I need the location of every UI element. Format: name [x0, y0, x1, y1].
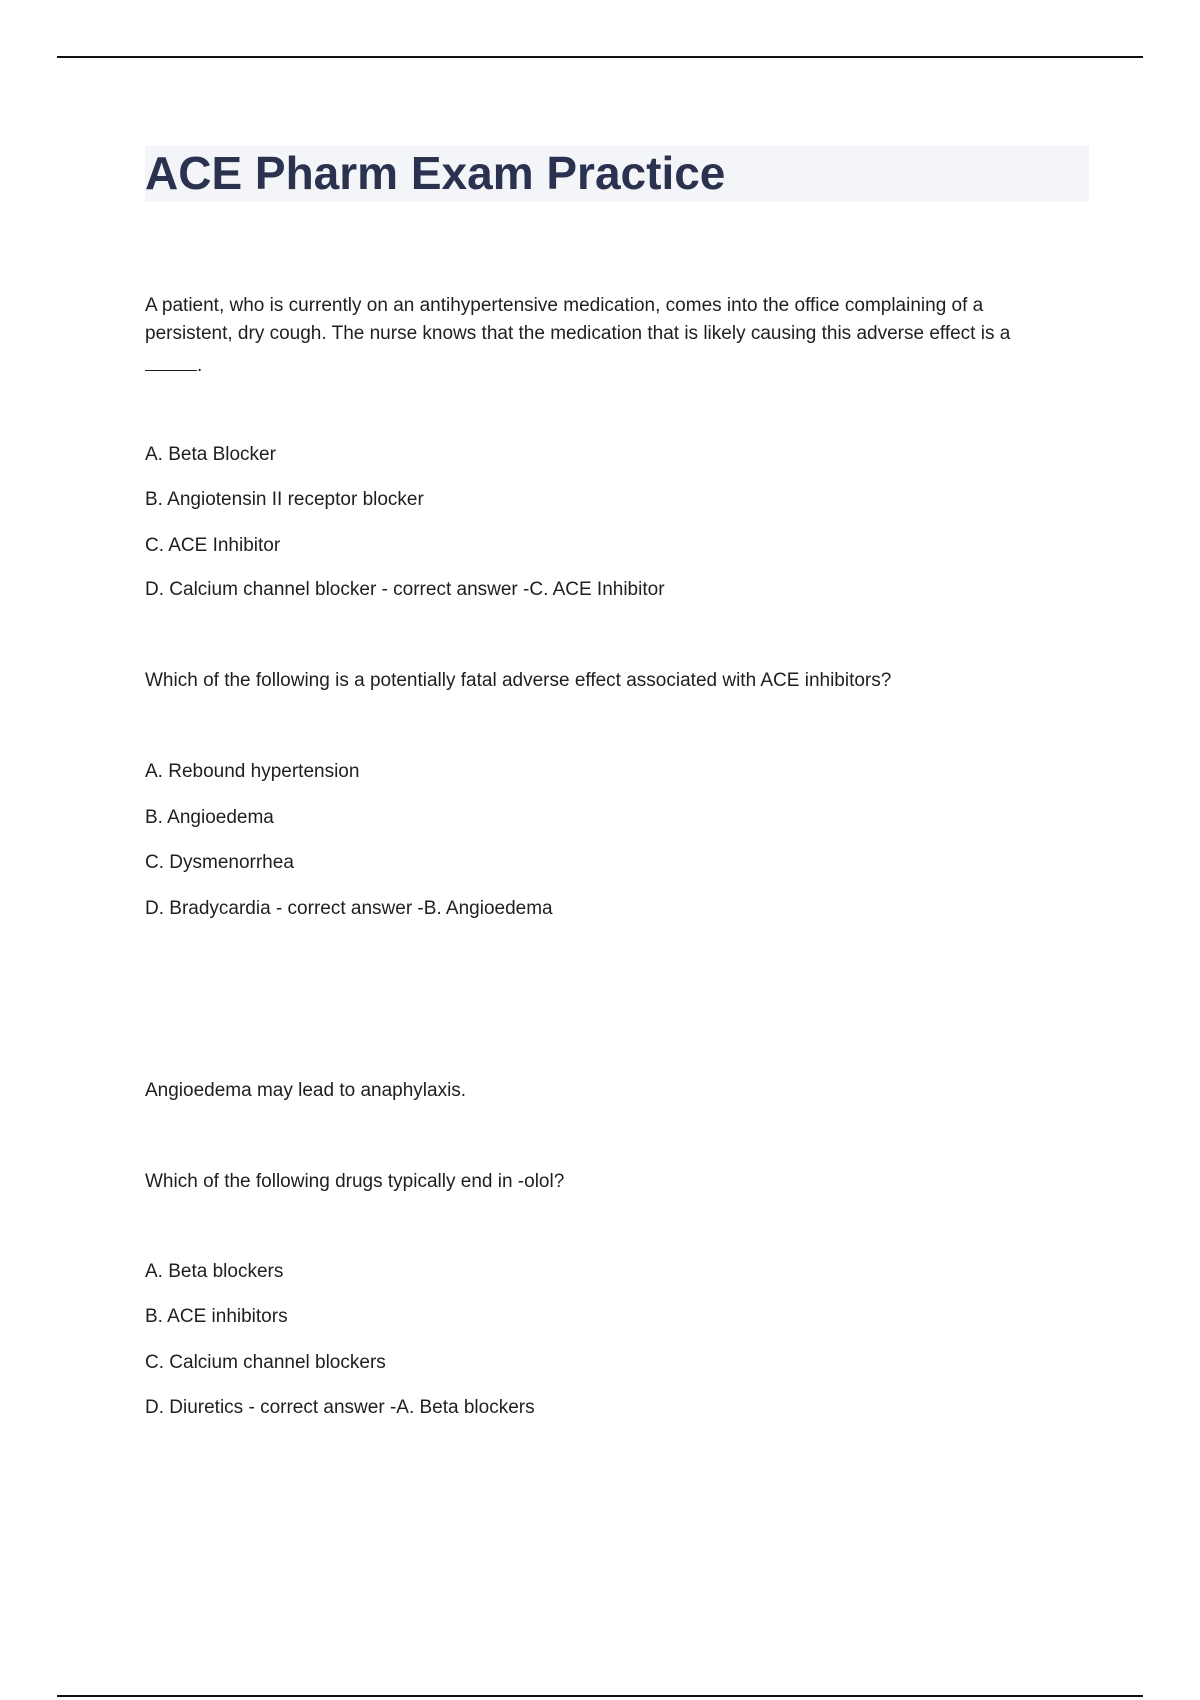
question-3-option-c: C. Calcium channel blockers [145, 1352, 386, 1373]
question-1-blank-line [145, 352, 202, 380]
answer-blank [145, 352, 197, 371]
question-1-option-d-answer: D. Calcium channel blocker - correct answer -C. ACE Inhibitor [145, 579, 665, 600]
question-2-option-c: C. Dysmenorrhea [145, 852, 294, 873]
question-3-option-b: B. ACE inhibitors [145, 1306, 288, 1327]
document-title: ACE Pharm Exam Practice [145, 147, 726, 199]
question-1-option-b: B. Angiotensin II receptor blocker [145, 489, 424, 510]
question-3-stem: Which of the following drugs typically end in -olol? [145, 1171, 565, 1192]
header-rule [57, 56, 1143, 58]
question-2-option-b: B. Angioedema [145, 807, 274, 828]
footer-rule [57, 1695, 1143, 1697]
question-1-option-a: A. Beta Blocker [145, 444, 276, 465]
question-2-note: Angioedema may lead to anaphylaxis. [145, 1080, 467, 1101]
question-2-option-d-answer: D. Bradycardia - correct answer -B. Angioedema [145, 898, 553, 919]
question-1-stem-line-1: A patient, who is currently on an antihypertensive medication, comes into the office complaining of a [145, 295, 984, 316]
question-2-option-a: A. Rebound hypertension [145, 761, 360, 782]
question-3-option-d-answer: D. Diuretics - correct answer -A. Beta blockers [145, 1397, 535, 1418]
question-2-stem: Which of the following is a potentially fatal adverse effect associated with ACE inhibitors? [145, 670, 892, 691]
question-1-stem-line-2: persistent, dry cough. The nurse knows that the medication that is likely causing this adverse effect is a [145, 323, 1011, 344]
question-3-option-a: A. Beta blockers [145, 1261, 284, 1282]
question-1-stem-end: . [197, 355, 203, 376]
question-1-option-c: C. ACE Inhibitor [145, 535, 281, 556]
